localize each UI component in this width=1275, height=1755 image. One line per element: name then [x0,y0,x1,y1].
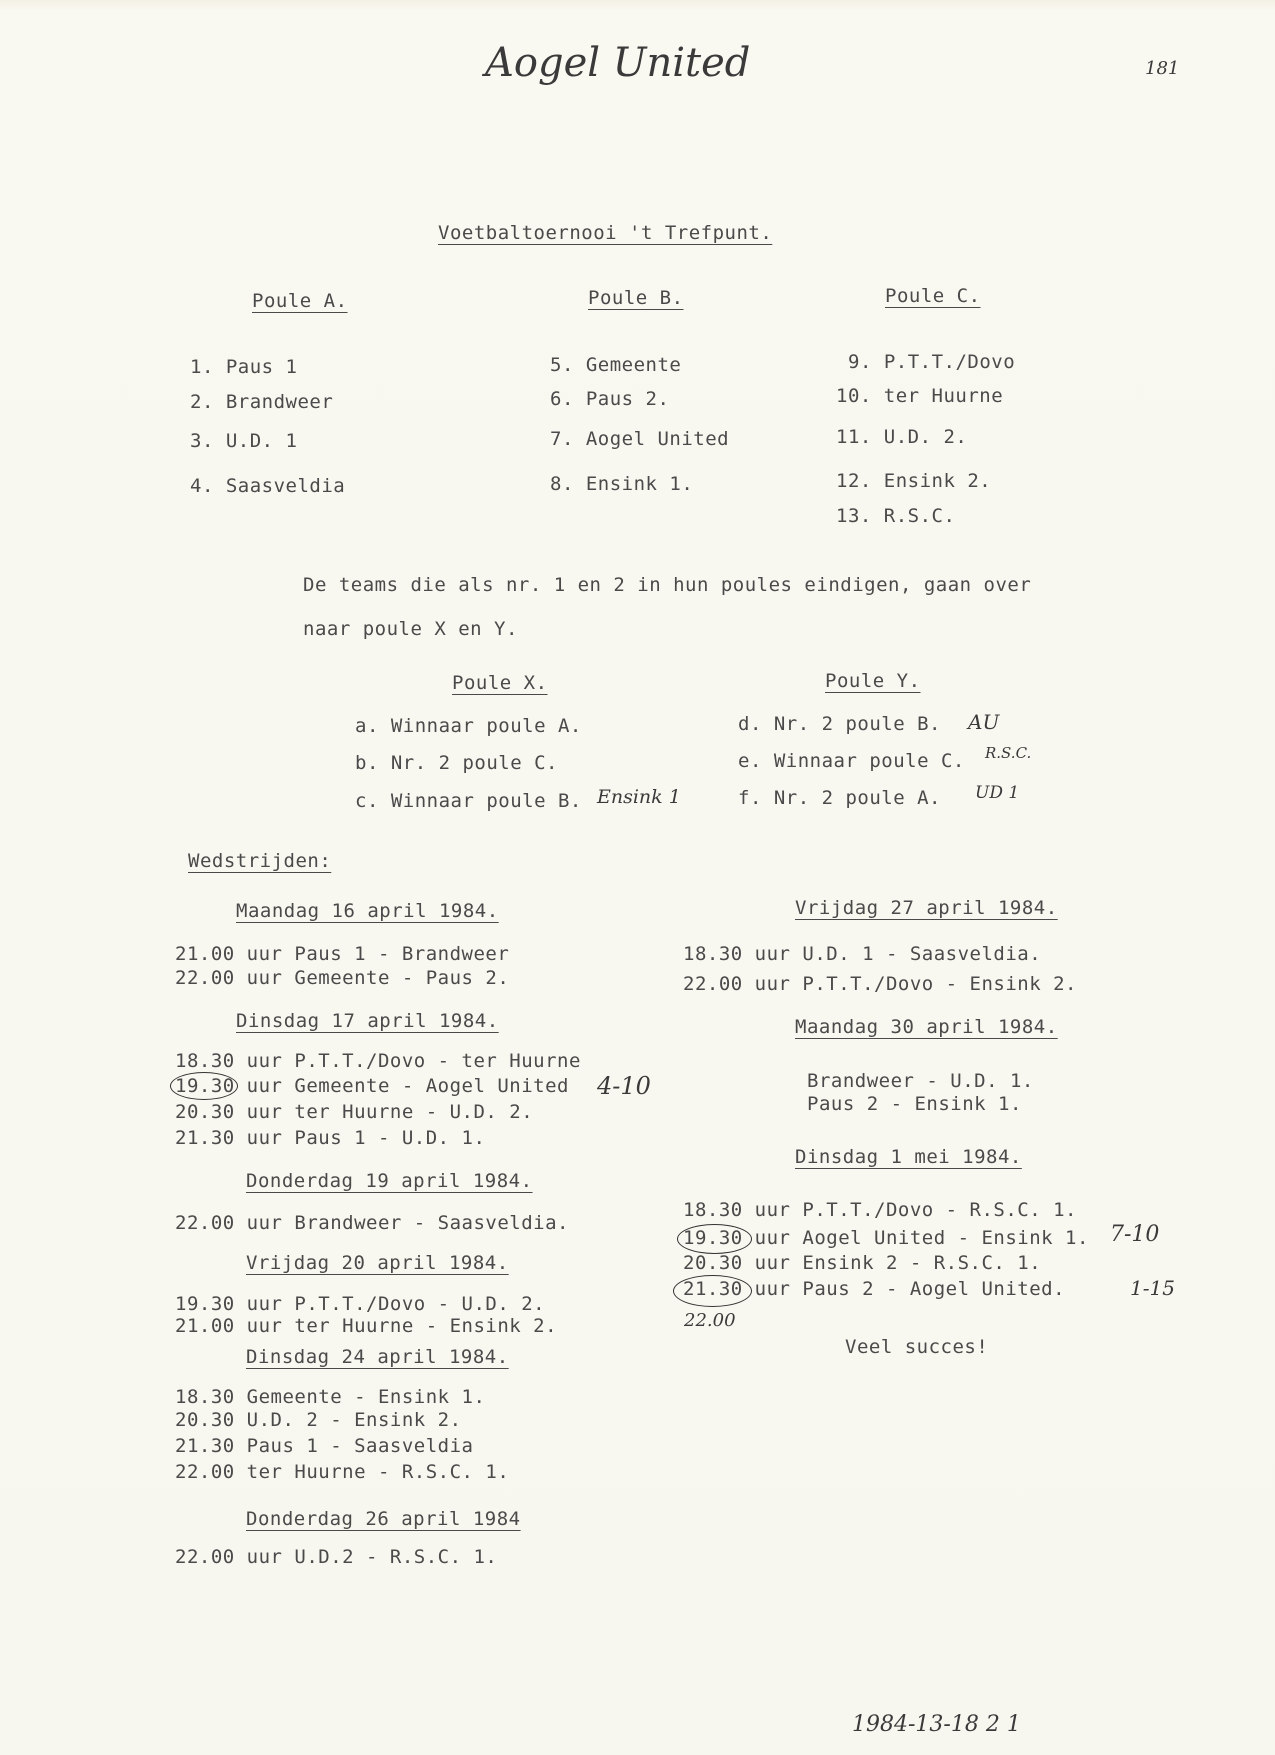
match-line: 21.00 uur ter Huurne - Ensink 2. [175,1315,558,1337]
circle-mark [170,1072,238,1100]
match-line: 18.30 uur P.T.T./Dovo - ter Huurne [175,1050,581,1072]
poule-x-item: b. Nr. 2 poule C. [355,752,558,774]
circle-mark [677,1224,752,1254]
handwritten-note: R.S.C. [985,744,1032,762]
match-line: 20.30 uur ter Huurne - U.D. 2. [175,1101,534,1123]
poule-b-heading: Poule B. [588,287,684,309]
team-list-item: 1. Paus 1 [190,356,298,378]
team-list-item: 2. Brandweer [190,391,334,413]
day-heading: Vrijdag 20 april 1984. [246,1252,509,1274]
team-list-item: 6. Paus 2. [550,388,670,410]
match-line: 19.30 uur Gemeente - Aogel United [175,1075,569,1097]
team-list-item: 11. U.D. 2. [836,426,968,448]
intro-text: De teams die als nr. 1 en 2 in hun poules eindigen, gaan over [303,574,1032,596]
day-heading: Vrijdag 27 april 1984. [795,897,1058,919]
day-heading: Dinsdag 1 mei 1984. [795,1146,1022,1168]
team-list-item: 3. U.D. 1 [190,430,298,452]
match-line: Paus 2 - Ensink 1. [807,1093,1022,1115]
match-line: 21.30 uur Paus 1 - U.D. 1. [175,1127,486,1149]
match-line: 21.30 Paus 1 - Saasveldia [175,1435,474,1457]
handwritten-correction: 22.00 [684,1310,736,1331]
circle-mark [673,1275,752,1307]
day-heading: Maandag 16 april 1984. [236,900,499,922]
day-heading: Donderdag 26 april 1984 [246,1508,521,1530]
team-list-item: 10. ter Huurne [836,385,1004,407]
handwritten-score: 1-15 [1130,1276,1175,1300]
day-heading: Dinsdag 24 april 1984. [246,1346,509,1368]
closing-text: Veel succes! [845,1336,989,1358]
team-list-item: 4. Saasveldia [190,475,346,497]
wedstrijden-label: Wedstrijden: [188,850,332,872]
poule-y-item: d. Nr. 2 poule B. [738,713,941,735]
footer-stamp: 1984-13-18 2 1 [852,1712,1021,1737]
team-list-item: 7. Aogel United [550,428,730,450]
team-list-item: 5. Gemeente [550,354,682,376]
handwritten-note: UD 1 [975,783,1020,803]
team-list-item: 9. P.T.T./Dovo [848,351,1016,373]
team-list-item: 13. R.S.C. [836,505,956,527]
day-heading: Dinsdag 17 april 1984. [236,1010,499,1032]
match-line: 20.30 uur Ensink 2 - R.S.C. 1. [683,1252,1042,1274]
poule-x-item: c. Winnaar poule B. [355,790,582,812]
poule-y-item: e. Winnaar poule C. [738,750,965,772]
document-title: Voetbaltoernooi 't Trefpunt. [438,222,773,244]
match-line: 22.00 uur P.T.T./Dovo - Ensink 2. [683,973,1077,995]
poule-y-heading: Poule Y. [825,670,921,692]
match-line: 21.30 uur Paus 2 - Aogel United. [683,1278,1066,1300]
match-line: 22.00 uur U.D.2 - R.S.C. 1. [175,1546,498,1568]
match-line: 21.00 uur Paus 1 - Brandweer [175,943,510,965]
team-list-item: 12. Ensink 2. [836,470,992,492]
poule-x-heading: Poule X. [452,672,548,694]
page-number: 181 [1145,58,1180,79]
match-line: 19.30 uur Aogel United - Ensink 1. [683,1227,1089,1249]
day-heading: Maandag 30 april 1984. [795,1016,1058,1038]
poule-c-heading: Poule C. [885,285,981,307]
handwritten-score: 7-10 [1110,1222,1160,1247]
match-line: 22.00 ter Huurne - R.S.C. 1. [175,1461,510,1483]
handwritten-note: AU [968,710,1000,734]
handwritten-score: 4-10 [597,1072,651,1100]
handwritten-note: Ensink 1 [597,786,681,808]
poule-a-heading: Poule A. [252,290,348,312]
match-line: 18.30 uur U.D. 1 - Saasveldia. [683,943,1042,965]
poule-x-item: a. Winnaar poule A. [355,715,582,737]
poule-y-item: f. Nr. 2 poule A. [738,787,941,809]
team-list-item: 8. Ensink 1. [550,473,694,495]
match-line: 18.30 Gemeente - Ensink 1. [175,1386,486,1408]
day-heading: Donderdag 19 april 1984. [246,1170,533,1192]
match-line: 18.30 uur P.T.T./Dovo - R.S.C. 1. [683,1199,1077,1221]
intro-text: naar poule X en Y. [303,618,518,640]
match-line: 22.00 uur Gemeente - Paus 2. [175,967,510,989]
match-line: Brandweer - U.D. 1. [807,1070,1034,1092]
match-line: 20.30 U.D. 2 - Ensink 2. [175,1409,462,1431]
match-line: 19.30 uur P.T.T./Dovo - U.D. 2. [175,1293,546,1315]
match-line: 22.00 uur Brandweer - Saasveldia. [175,1212,569,1234]
handwritten-title: Aogel United [485,40,751,86]
